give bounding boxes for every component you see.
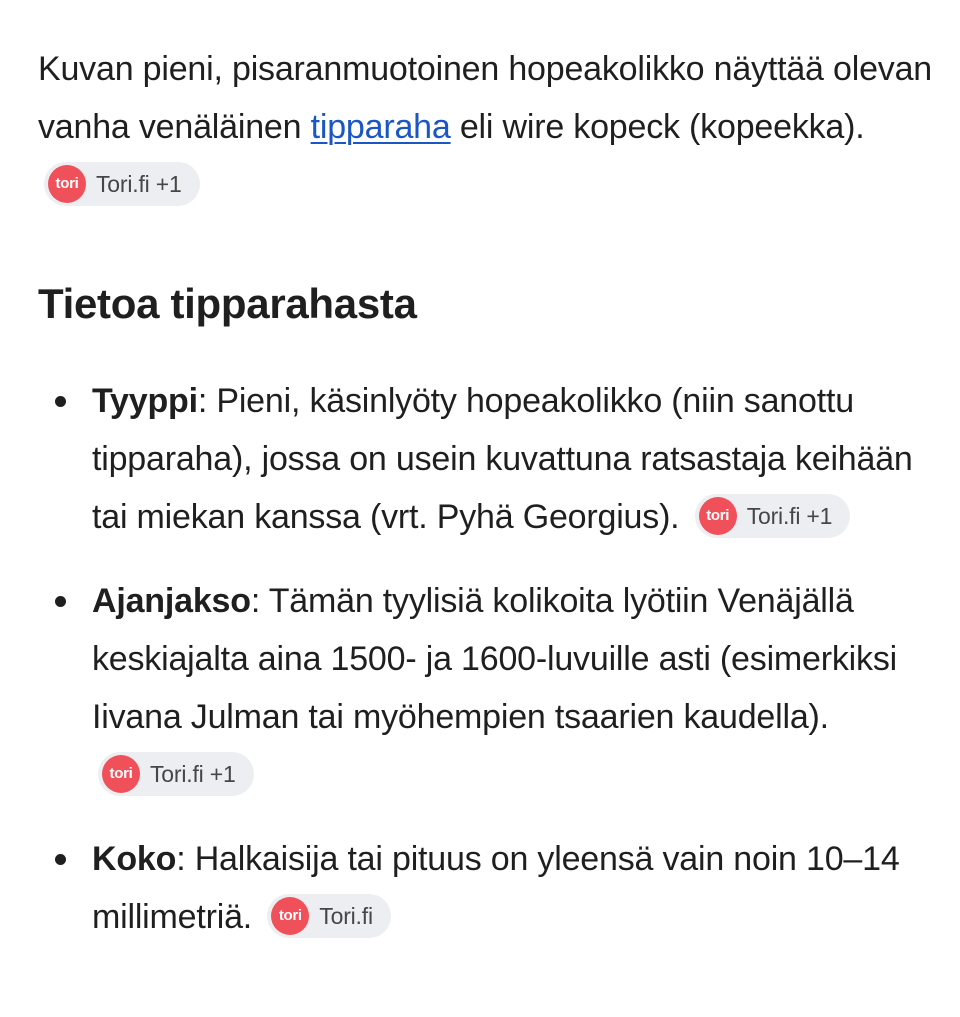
fact-text: : Pieni, käsinlyöty hopeakolikko (niin sanottu tipparaha), jossa on usein kuvattuna ratsastaja keihään tai miekan kanssa (vrt. Pyhä Georgius). <box>92 382 913 536</box>
source-chip[interactable] <box>44 162 200 206</box>
tipparaha-link[interactable]: tipparaha <box>310 108 451 146</box>
answer-content <box>38 40 948 972</box>
source-chip[interactable] <box>695 494 851 538</box>
tori-logo-icon: tori <box>699 497 737 535</box>
list-item <box>38 372 948 546</box>
source-chip-label: Tori.fi +1 <box>150 761 236 788</box>
fact-term: Koko <box>92 840 177 878</box>
fact-text: : Tämän tyylisiä kolikoita lyötiin Venäjällä keskiajalta aina 1500- ja 1600-luvuille asti (esimerkiksi Iivana Julman tai myöhempien tsaarien kaudella). <box>92 582 897 736</box>
tori-logo-icon: tori <box>102 755 140 793</box>
intro-paragraph <box>38 40 948 214</box>
source-chip[interactable] <box>98 752 254 796</box>
bullet-icon <box>55 396 66 407</box>
section-heading: Tietoa tipparahasta <box>38 280 417 327</box>
source-chip-label: Tori.fi <box>319 903 373 930</box>
bullet-icon <box>55 596 66 607</box>
list-item <box>38 572 948 804</box>
facts-list <box>38 372 948 946</box>
bullet-icon <box>55 854 66 865</box>
fact-text: : Halkaisija tai pituus on yleensä vain noin 10–14 millimetriä. <box>92 840 900 936</box>
tori-logo-icon: tori <box>48 165 86 203</box>
tori-logo-icon: tori <box>271 897 309 935</box>
list-item <box>38 830 948 946</box>
source-chip-label: Tori.fi +1 <box>746 503 833 530</box>
source-chip[interactable] <box>267 894 391 938</box>
fact-term: Ajanjakso <box>92 582 251 620</box>
source-chip-label: Tori.fi +1 <box>96 171 182 198</box>
intro-text-before: Kuvan pieni, pisaranmuotoinen hopeakolikko näyttää olevan vanha venäläinen <box>38 50 932 146</box>
fact-term: Tyyppi <box>92 382 198 420</box>
intro-text-after: eli wire kopeck (kopeekka). <box>450 108 865 146</box>
